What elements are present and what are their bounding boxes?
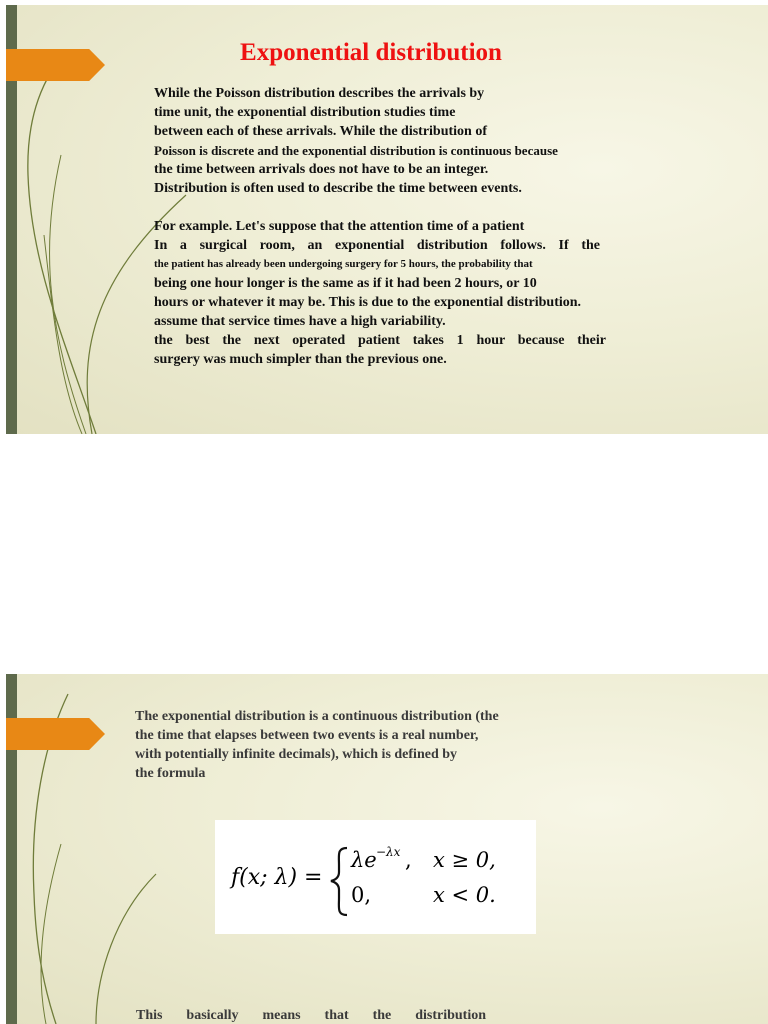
text-line: surgery was much simpler than the previous one. <box>154 352 447 367</box>
orange-arrow-tab-icon <box>6 718 105 750</box>
text-line: with potentially infinite decimals), which is defined by <box>135 747 458 762</box>
text-line: assume that service times have a high variability. <box>154 314 446 329</box>
text-line: While the Poisson distribution describes the arrivals by <box>154 86 485 101</box>
paragraph-gap <box>154 198 634 217</box>
text-line: being one hour longer is the same as if it had been 2 hours, or 10 <box>154 276 537 291</box>
text-line: Poisson is discrete and the exponential distribution is continuous because <box>154 143 558 158</box>
paragraph-1 <box>154 84 634 217</box>
orange-arrow-tab-icon <box>6 49 105 81</box>
case1-exponent: −λx <box>376 845 401 859</box>
text-line: the time that elapses between two events is a real number, <box>135 728 479 743</box>
text-line: the best the next operated patient takes 1 hour because their <box>154 333 606 348</box>
left-brace-icon <box>331 848 347 915</box>
formula-box <box>215 820 536 934</box>
text-line: Distribution is often used to describe the time between events. <box>154 181 522 196</box>
intro-paragraph <box>135 707 575 783</box>
slide-title: Exponential distribution <box>240 39 502 66</box>
case2-expression: 0, <box>351 883 372 907</box>
bottom-text-line: This basically means that the distribution <box>136 1008 486 1023</box>
case1-condition: x ≥ 0, <box>433 848 496 872</box>
text-line: the patient has already been undergoing surgery for 5 hours, the probability that <box>154 258 533 270</box>
text-line: between each of these arrivals. While the distribution of <box>154 124 487 139</box>
case1-comma: , <box>405 848 412 872</box>
text-line: The exponential distribution is a continuous distribution (the <box>135 709 499 724</box>
slide-1 <box>6 5 768 434</box>
text-line: hours or whatever it may be. This is due to the exponential distribution. <box>154 295 582 310</box>
text-line: time unit, the exponential distribution studies time <box>154 105 456 120</box>
text-line: For example. Let's suppose that the attention time of a patient <box>154 219 525 234</box>
case2-condition: x < 0. <box>433 883 496 907</box>
case1-expression: λe <box>351 848 377 872</box>
text-line: In a surgical room, an exponential distribution follows. If the <box>154 238 600 253</box>
text-line: the time between arrivals does not have to be an integer. <box>154 162 489 177</box>
exponential-pdf-formula <box>215 820 536 934</box>
formula-lhs: f(x; λ) = <box>231 865 323 890</box>
paragraph-2 <box>154 217 634 369</box>
text-line: the formula <box>135 766 206 781</box>
slide-2 <box>6 674 768 1024</box>
